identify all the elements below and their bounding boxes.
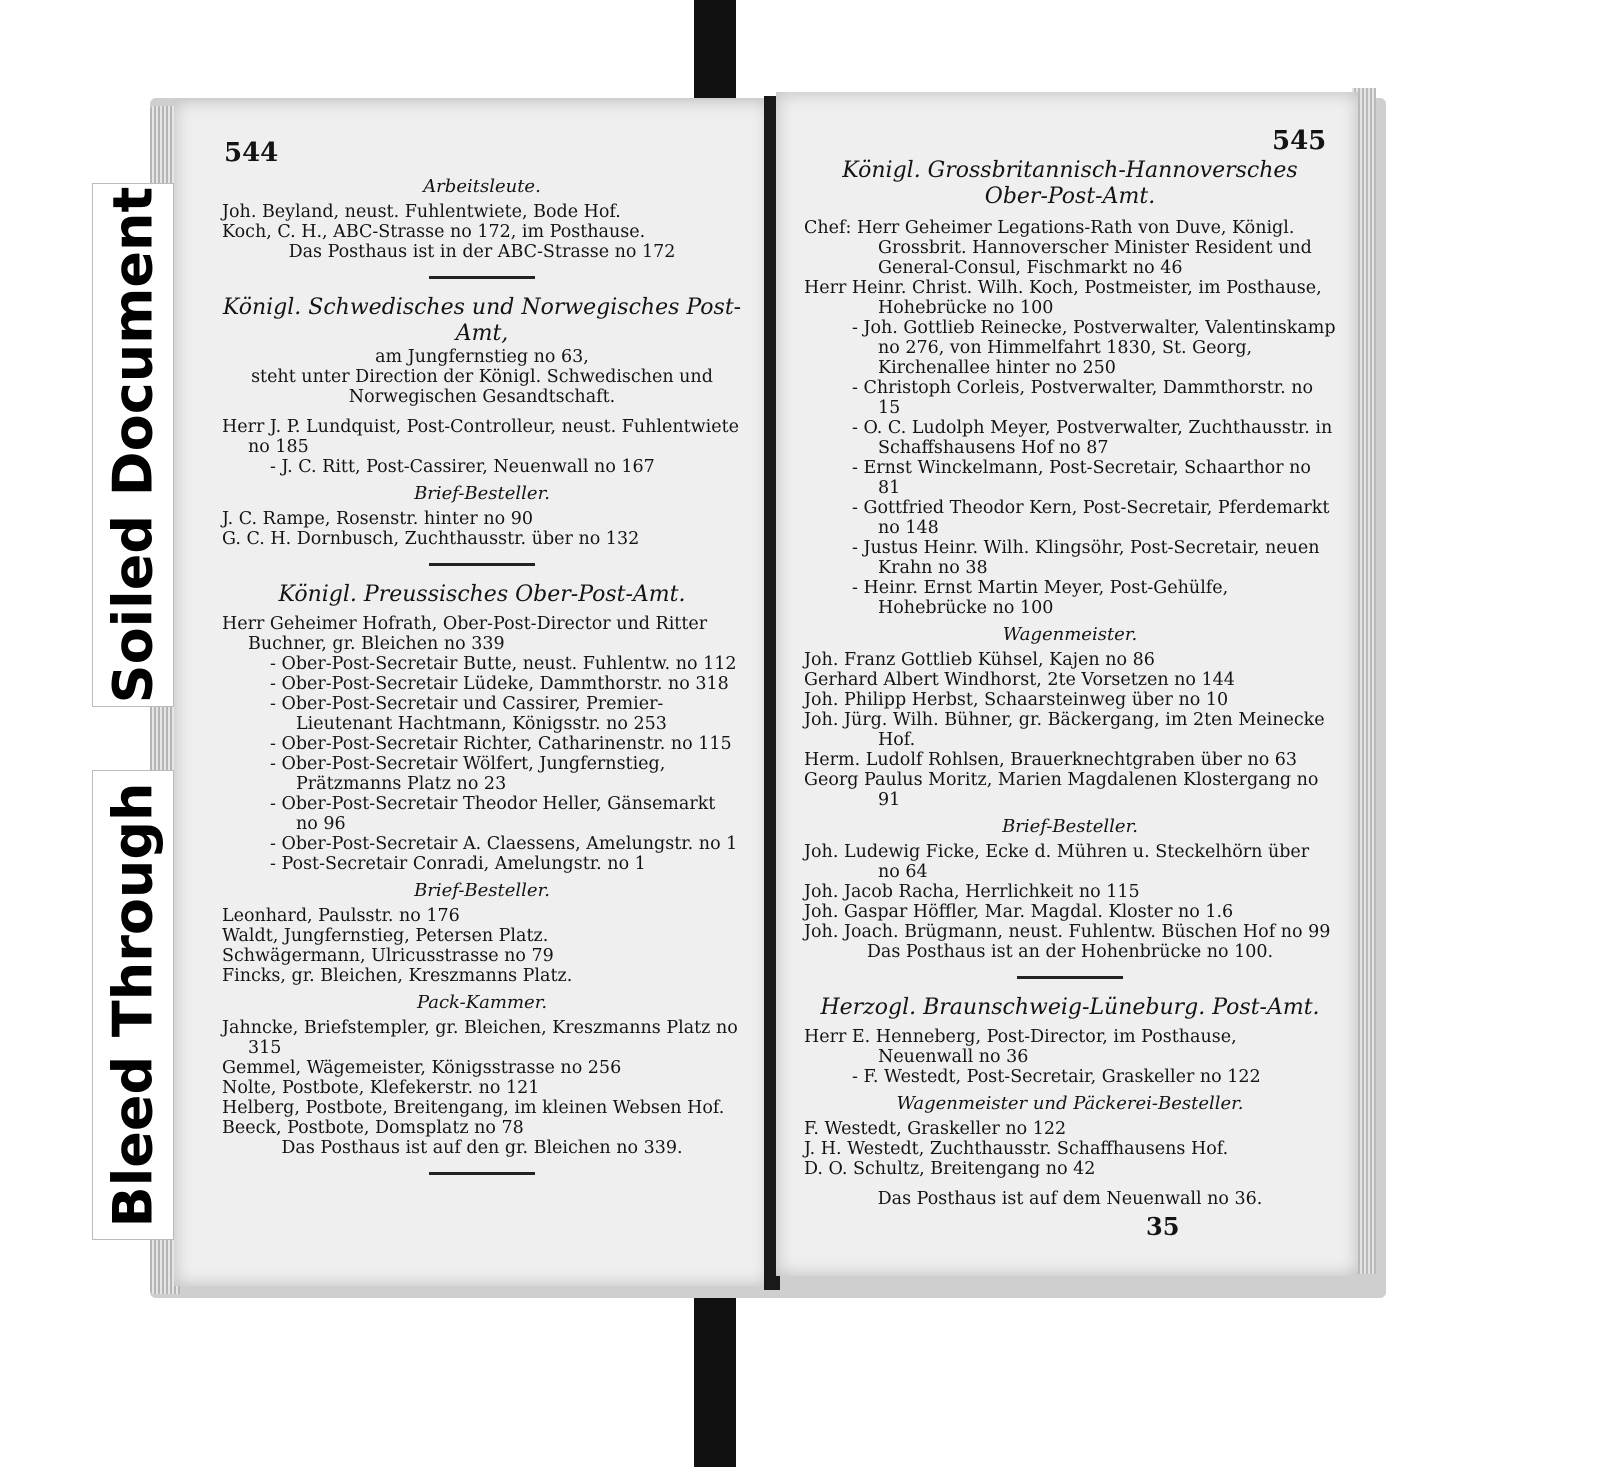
entry: - F. Westedt, Post-Secretair, Graskeller no 122 (852, 1067, 1261, 1087)
section-divider (1017, 976, 1123, 979)
entry: Joh. Beyland, neust. Fuhlentwiete, Bode Hof. (222, 202, 621, 222)
page-number: 545 (1272, 126, 1327, 156)
left-page-content (222, 170, 742, 1191)
section-heading: Königl. Preussisches Ober-Post-Amt. (278, 582, 686, 607)
soiled-document-label (92, 183, 174, 707)
entry: Herm. Ludolf Rohlsen, Brauerknechtgraben über no 63 (804, 750, 1298, 770)
entry: Leonhard, Paulsstr. no 176 (222, 906, 460, 926)
entry: Gerhard Albert Windhorst, 2te Vorsetzen no 144 (804, 670, 1235, 690)
entry: - Joh. Gottlieb Reinecke, Postverwalter, Valentinskamp no 276, von Himmelfahrt 1830, St. Georg, Kirchenallee hinter no 250 (852, 318, 1336, 378)
entry: Herr E. Henneberg, Post-Director, im Posthause, Neuenwall no 36 (804, 1027, 1237, 1067)
subsection-heading: Wagenmeister. (1002, 624, 1138, 645)
entry: - O. C. Ludolph Meyer, Postverwalter, Zuchthausstr. in Schaffshausens Hof no 87 (852, 418, 1333, 458)
signature-mark: 35 (1146, 1212, 1180, 1241)
section-heading: Ober-Post-Amt. (984, 184, 1156, 209)
entry: Herr J. P. Lundquist, Post-Controlleur, neust. Fuhlentwiete no 185 (222, 417, 739, 457)
left-page (174, 100, 770, 1286)
section-heading: Arbeitsleute. (423, 176, 541, 197)
entry: - Ober-Post-Secretair Theodor Heller, Gänsemarkt no 96 (270, 794, 716, 834)
bleed-through-label (92, 770, 174, 1240)
entry: J. H. Westedt, Zuchthausstr. Schaffhausens Hof. (804, 1139, 1229, 1159)
entry: G. C. H. Dornbusch, Zuchthausstr. über no 132 (222, 529, 640, 549)
entry: - Ober-Post-Secretair und Cassirer, Premier-Lieutenant Hachtmann, Königsstr. no 253 (270, 694, 667, 734)
entry: - Ober-Post-Secretair Richter, Catharinenstr. no 115 (270, 734, 732, 754)
section-divider (429, 1172, 535, 1175)
entry: - Heinr. Ernst Martin Meyer, Post-Gehülfe, Hohebrücke no 100 (852, 578, 1229, 618)
posthaus-note: Das Posthaus ist auf den gr. Bleichen no 339. (281, 1138, 683, 1158)
entry: Jahncke, Briefstempler, gr. Bleichen, Kreszmanns Platz no 315 (222, 1018, 738, 1058)
entry: Waldt, Jungfernstieg, Petersen Platz. (222, 926, 549, 946)
entry: Joh. Franz Gottlieb Kühsel, Kajen no 86 (804, 650, 1155, 670)
entry: F. Westedt, Graskeller no 122 (804, 1119, 1067, 1139)
entry: - Gottfried Theodor Kern, Post-Secretair, Pferdemarkt no 148 (852, 498, 1330, 538)
subsection-heading: Brief-Besteller. (414, 880, 550, 901)
entry: Beeck, Postbote, Domsplatz no 78 (222, 1118, 524, 1138)
page-number: 544 (224, 138, 279, 168)
entry: - Ober-Post-Secretair A. Claessens, Amelungstr. no 1 (270, 834, 738, 854)
subsection-heading: Brief-Besteller. (1002, 816, 1138, 837)
entry: - Ober-Post-Secretair Butte, neust. Fuhlentw. no 112 (270, 654, 737, 674)
entry: Joh. Ludewig Ficke, Ecke d. Mühren u. Steckelhörn über no 64 (804, 842, 1310, 882)
soiled-document-text: Soiled Document (101, 186, 165, 704)
binding-strip-top (694, 0, 736, 110)
entry: - Ober-Post-Secretair Lüdeke, Dammthorstr. no 318 (270, 674, 729, 694)
entry: - Christoph Corleis, Postverwalter, Dammthorstr. no 15 (852, 378, 1314, 418)
section-heading: Königl. Schwedisches und Norwegisches Post-Amt, (222, 295, 742, 346)
bleed-through-text: Bleed Through (101, 782, 165, 1228)
entry: Joh. Gaspar Höffler, Mar. Magdal. Kloster no 1.6 (804, 902, 1234, 922)
section-heading: Königl. Grossbritannisch-Hannoversches (842, 158, 1298, 183)
posthaus-note: Das Posthaus ist an der Hohenbrücke no 100. (866, 942, 1274, 962)
binding-strip-bottom (694, 1290, 736, 1467)
entry: - J. C. Ritt, Post-Cassirer, Neuenwall no 167 (270, 457, 655, 477)
right-page (776, 92, 1358, 1276)
entry: - Post-Secretair Conradi, Amelungstr. no 1 (270, 854, 646, 874)
entry: - Ober-Post-Secretair Wölfert, Jungfernstieg, Prätzmanns Platz no 23 (270, 754, 666, 794)
entry: Nolte, Postbote, Klefekerstr. no 121 (222, 1078, 540, 1098)
intro-line: Norwegischen Gesandtschaft. (348, 387, 616, 407)
entry: Joh. Jacob Racha, Herrlichkeit no 115 (804, 882, 1140, 902)
entry: Fincks, gr. Bleichen, Kreszmanns Platz. (222, 966, 573, 986)
entry: Schwägermann, Ulricusstrasse no 79 (222, 946, 554, 966)
entry: D. O. Schultz, Breitengang no 42 (804, 1159, 1096, 1179)
posthaus-note: Das Posthaus ist auf dem Neuenwall no 36. (877, 1189, 1263, 1209)
intro-line: am Jungfernstieg no 63, (375, 347, 589, 367)
entry: Herr Geheimer Hofrath, Ober-Post-Director und Ritter Buchner, gr. Bleichen no 339 (222, 614, 708, 654)
subsection-heading: Brief-Besteller. (414, 483, 550, 504)
entry: Joh. Jürg. Wilh. Bühner, gr. Bäckergang, im 2ten Meinecke Hof. (804, 710, 1325, 750)
right-page-content (804, 158, 1336, 1209)
entry: Gemmel, Wägemeister, Königsstrasse no 256 (222, 1058, 622, 1078)
entry: J. C. Rampe, Rosenstr. hinter no 90 (222, 509, 533, 529)
entry: Herr Heinr. Christ. Wilh. Koch, Postmeister, im Posthause, Hohebrücke no 100 (804, 278, 1322, 318)
entry: Helberg, Postbote, Breitengang, im kleinen Websen Hof. (222, 1098, 725, 1118)
entry: - Justus Heinr. Wilh. Klingsöhr, Post-Secretair, neuen Krahn no 38 (852, 538, 1320, 578)
entry: Georg Paulus Moritz, Marien Magdalenen Klostergang no 91 (804, 770, 1319, 810)
section-divider (429, 563, 535, 566)
entry: - Ernst Winckelmann, Post-Secretair, Schaarthor no 81 (852, 458, 1311, 498)
subsection-heading: Wagenmeister und Päckerei-Besteller. (896, 1093, 1244, 1114)
entry: Chef: Herr Geheimer Legations-Rath von Duve, Königl. Grossbrit. Hannoverscher Minister Resident und General-Consul, Fischmarkt no 46 (804, 218, 1312, 278)
entry: Joh. Philipp Herbst, Schaarsteinweg über no 10 (804, 690, 1229, 710)
section-divider (429, 276, 535, 279)
section-heading: Herzogl. Braunschweig-Lüneburg. Post-Amt. (820, 995, 1320, 1020)
posthaus-note: Das Posthaus ist in der ABC-Strasse no 172 (288, 242, 676, 262)
entry: Joh. Joach. Brügmann, neust. Fuhlentw. Büschen Hof no 99 (804, 922, 1331, 942)
intro-line: steht unter Direction der Königl. Schwedischen und (251, 367, 713, 387)
subsection-heading: Pack-Kammer. (416, 992, 548, 1013)
entry: Koch, C. H., ABC-Strasse no 172, im Posthause. (222, 222, 646, 242)
